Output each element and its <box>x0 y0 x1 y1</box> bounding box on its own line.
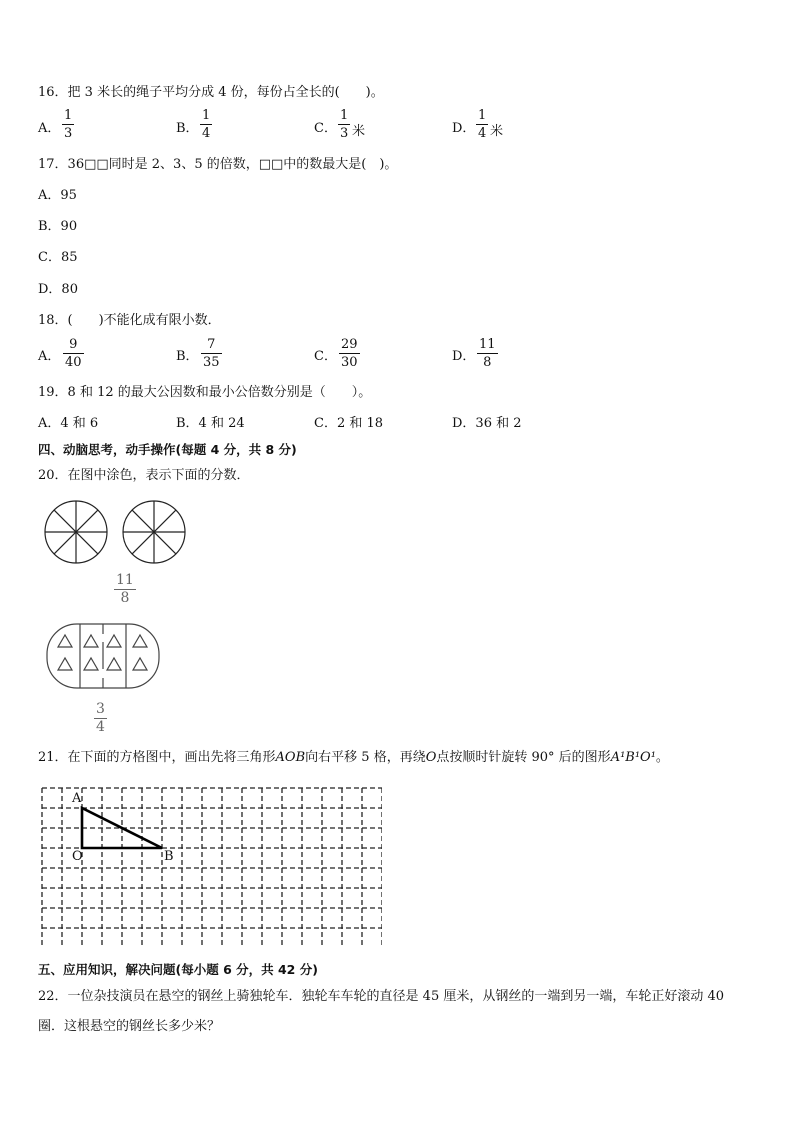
grid-lines <box>42 788 382 946</box>
result-label: A¹B¹O¹ <box>610 750 656 765</box>
q20-triangles-figure[interactable] <box>46 622 162 690</box>
q22-line-2: 圈．这根悬空的钢丝长多少米？ <box>38 1019 221 1034</box>
q18-option-c-letter[interactable]: C． <box>314 349 337 364</box>
q16-option-c-unit: 米 <box>352 124 366 139</box>
point-b-label: B <box>164 849 174 864</box>
q16-option-a-fraction[interactable]: 1 3 <box>64 108 73 141</box>
q16-option-a-letter[interactable]: A． <box>38 121 61 136</box>
q16-text: 16．把 3 米长的绳子平均分成 4 份，每份占全长的( )。 <box>38 85 384 100</box>
q17-option-b[interactable]: B．90 <box>38 219 78 234</box>
q19-option-d[interactable]: D．36 和 2 <box>452 416 522 431</box>
q17-text: 17．36□□同时是 2、3、5 的倍数，□□中的数最大是( )。 <box>38 157 398 172</box>
q18-option-b-fraction[interactable]: 7 35 <box>203 337 220 370</box>
point-o-label: O <box>72 849 83 864</box>
q19-text: 19．8 和 12 的最大公因数和最小公倍数分别是（ ）。 <box>38 385 372 400</box>
q22-line-1: 22．一位杂技演员在悬空的钢丝上骑独轮车．独轮车车轮的直径是 45 厘米，从钢丝的一端到另一端，车轮正好滚动 40 <box>38 989 725 1004</box>
q18-option-b-letter[interactable]: B． <box>176 349 199 364</box>
q21-text: 21．在下面的方格图中，画出先将三角形AOB向右平移 5 格，再绕O点按顺时针旋转 90° 后的图形A¹B¹O¹。 <box>38 750 669 765</box>
section-4-heading: 四、动脑思考，动手操作(每题 4 分，共 8 分) <box>38 442 297 457</box>
point-a-label: A <box>72 791 82 806</box>
q19-option-a[interactable]: A．4 和 6 <box>38 416 99 431</box>
q18-option-a-fraction[interactable]: 9 40 <box>65 337 82 370</box>
q18-option-c-fraction[interactable]: 29 30 <box>341 337 358 370</box>
q18-option-a-letter[interactable]: A． <box>38 349 61 364</box>
q20-fraction-1: 11 8 <box>116 572 134 606</box>
section-5-heading: 五、应用知识，解决问题(每小题 6 分，共 42 分) <box>38 962 318 977</box>
q16-option-c-letter[interactable]: C． <box>314 121 337 136</box>
q19-option-c[interactable]: C．2 和 18 <box>314 416 384 431</box>
q16-option-c-fraction[interactable]: 1 3 <box>340 108 349 141</box>
triangle-aob-label: AOB <box>275 750 306 765</box>
q16-option-b-letter[interactable]: B． <box>176 121 199 136</box>
circle-1 <box>45 501 107 563</box>
q20-circles-figure[interactable] <box>44 500 194 570</box>
q18-text: 18．( )不能化成有限小数． <box>38 313 221 328</box>
q20-text: 20．在图中涂色，表示下面的分数． <box>38 468 250 483</box>
q20-fraction-2: 3 4 <box>96 701 105 735</box>
q18-option-d-letter[interactable]: D． <box>452 349 476 364</box>
q21-grid-figure[interactable] <box>40 786 382 946</box>
circle-2 <box>123 501 185 563</box>
q18-option-d-fraction[interactable]: 11 8 <box>479 337 496 370</box>
q17-option-a[interactable]: A．95 <box>38 188 77 203</box>
q16-option-d-letter[interactable]: D． <box>452 121 476 136</box>
q16-option-d-unit: 米 <box>490 124 504 139</box>
q17-option-c[interactable]: C．85 <box>38 250 78 265</box>
q17-option-d[interactable]: D．80 <box>38 282 78 297</box>
q16-option-d-fraction[interactable]: 1 4 <box>478 108 487 141</box>
q19-option-b[interactable]: B．4 和 24 <box>176 416 245 431</box>
q16-option-b-fraction[interactable]: 1 4 <box>202 108 211 141</box>
